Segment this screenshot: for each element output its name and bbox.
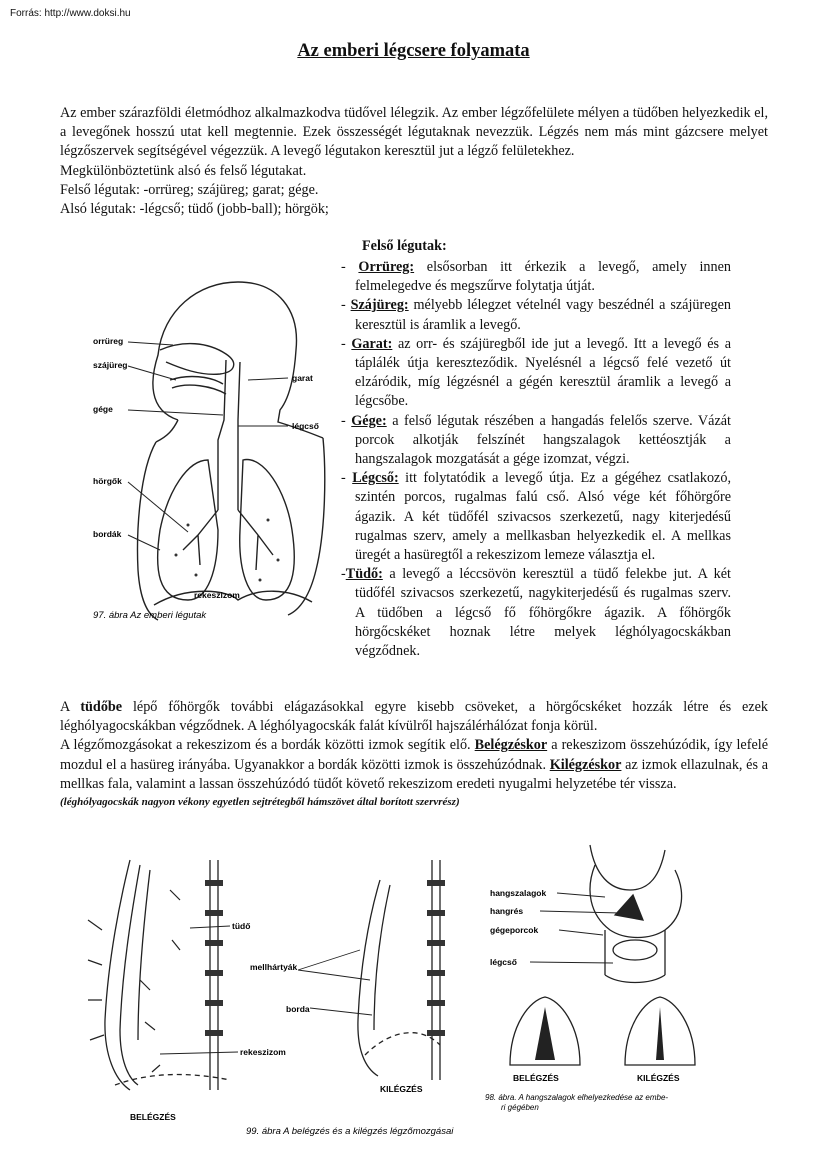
label-kilegzes-98: KILÉGZÉS: [637, 1073, 680, 1083]
label-hangres: hangrés: [490, 906, 524, 916]
organ-text: mélyebb lélegzet vételnél vagy beszédnél a szájüregen keresztül is áramlik a levegő.: [355, 297, 731, 333]
breathing-paragraph: [60, 736, 768, 794]
intro-paragraph: Az ember szárazföldi életmódhoz alkalmazkodva tüdővel lélegzik. Az ember légzőfelülete mélyen a tüdőben helyezkedik el, a levegőnek hosszú utat kell megtennie. Ezek összességét légutaknak nevezzük. Légzés nem más mint gázcsere melyet légzőszervek segítségével végezzük. A levegő légutakon keresztül jut a légző felületekhez.: [60, 105, 768, 160]
intro-text: [60, 104, 768, 219]
organ-term: Szájüreg:: [350, 297, 409, 314]
label-belegzes-99: BELÉGZÉS: [130, 1112, 176, 1122]
figure-98-caption-cont: ri gégében: [501, 1103, 539, 1112]
label-legcso: légcső: [292, 421, 319, 431]
label-rekeszizom-99: rekeszizom: [240, 1047, 286, 1057]
organ-term: Orrüreg:: [358, 259, 415, 275]
label-legcso-98: légcső: [490, 957, 517, 967]
label-kilegzes-99: KILÉGZÉS: [380, 1084, 423, 1094]
text-run: az izmok ellazulnak, és a mellkas fala, valamint a lassan összehúzódó tüdőt követő rekeszizom eredeti nyugalmi helyzetébe tér vissza.: [60, 756, 769, 792]
intro-line: Alsó légutak: -légcső; tüdő (jobb-ball); hörgök;: [60, 201, 329, 218]
breathing-movement-figure: [60, 840, 480, 1140]
organ-item: -Tüdő: a levegő a léccsövön keresztül a tüdő felekbe jut. A két tüdőfél szivacsos szerkezetű, nagykiterjedésű és rugalmas szerv. A tüdőben a légcső fő főhörgőkre ágazik. A főhörgők hörgőcskéket hoznak létre melyek léghólyagocskákban végződnek.: [341, 566, 731, 660]
organ-text: az orr- és szájüregből ide jut a levegő. Itt a levegő és a táplálék útja kereszteződik. Nyelésnél a légcső felé vezető út elzáródik, míg légzésnél a gégén keresztül áramlik a levegő a légcsőbe.: [355, 335, 731, 410]
organ-text: a levegő a léccsövön keresztül a tüdő felekbe jut. A két tüdőfél szivacsos szerkezetű, nagykiterjedésű és rugalmas szerv. A tüdőben a légcső fő főhörgőkre ágazik. A főhörgők hörgőcskéket hoznak létre melyek léghólyagocskákban végződnek.: [355, 566, 731, 660]
organ-item: - Garat: az orr- és szájüregből ide jut a levegő. Itt a levegő és a táplálék útja kereszteződik. Nyelésnél a légcső felé vezető út elzáródik, míg légzésnél a gégén keresztül áramlik a levegő a légcsőbe.: [341, 335, 731, 410]
vocal-cords-figure: [485, 835, 735, 1135]
figure-99-caption: 99. ábra A belégzés és a kilégzés légzőmozgásai: [246, 1126, 454, 1137]
figure-98-caption: 98. ábra. A hangszalagok elhelyezkedése az embe-: [485, 1093, 669, 1102]
label-belegzes-98: BELÉGZÉS: [513, 1073, 559, 1083]
glottis-open-icon: [535, 1007, 555, 1060]
label-garat: garat: [292, 373, 313, 383]
label-bordak: bordák: [93, 529, 122, 539]
text-run: A légzőmozgásokat a rekeszizom és a bordák közötti izmok segítik elő.: [60, 737, 475, 754]
label-mellhartyak: mellhártyák: [250, 962, 298, 972]
label-tudo: tüdő: [232, 921, 251, 931]
figure-97-caption: 97. ábra Az emberi légutak: [93, 610, 207, 621]
label-szajureg: szájüreg: [93, 360, 128, 370]
label-rekeszizom: rekeszizom: [194, 590, 240, 600]
organ-item: - Légcső: itt folytatódik a levegő útja. Ez a gégéhez csatlakozó, szintén porcos, rugalmas falú cső. Alsó vége két főhörgőre ágazik. A két tüdőfél szivacsos szerkezetű, nagy kiterjedésű rugalmas szerv, amely a mellkasban helyezkedik el. A mellkas üregét a hasüregtől a rekeszizom lemeze választja el.: [341, 470, 731, 564]
text-run: lépő főhörgők további elágazásokkal egyre kisebb csöveket, a hörgőcskéket hozzák létre és ezek léghólyagocskákban végződnek. A léghólyagocskák falát kívülről hajszálérhálózat fonja körül.: [60, 699, 768, 735]
organ-term: Légcső:: [352, 470, 399, 487]
organ-term: Garat:: [351, 335, 393, 352]
intro-line: Felső légutak: -orrüreg; szájüreg; garat; gége.: [60, 181, 319, 198]
bold-term: tüdőbe: [80, 699, 123, 715]
breathing-text: [60, 698, 768, 810]
glottis-closed-icon: [656, 1007, 664, 1060]
label-hangszalagok: hangszalagok: [490, 888, 547, 898]
airway-figure: [88, 270, 328, 630]
organ-term: Gége:: [351, 412, 387, 429]
organ-item: - Gége: a felső légutak részében a hangadás felelős szerve. Vázát porcok alkotják felszínét hangszalagok kettéosztják a hangszalagok mozgatását a gége izomzat, végzi.: [341, 412, 731, 468]
label-gegeporcok: gégeporcok: [490, 925, 539, 935]
upper-airways-heading: Felső légutak:: [362, 238, 447, 254]
organ-item: - Szájüreg: mélyebb lélegzet vételnél vagy beszédnél a szájüregen keresztül is áramlik a levegő.: [341, 297, 731, 333]
page-title: Az emberi légcsere folyamata: [297, 41, 530, 61]
organ-text: itt folytatódik a levegő útja. Ez a gégéhez csatlakozó, szintén porcos, rugalmas falú cső. Alsó vége két főhörgőre ágazik. A két tüdőfél szivacsos szerkezetű, nagy kiterjedésű rugalmas szerv, amely a mellkasban helyezkedik el. A mellkas üregét a hasüregtől a rekeszizom lemeze választja el.: [355, 470, 731, 564]
organ-item: - Orrüreg: elsősorban itt érkezik a levegő, amely innen felmelegedve és megszűrve folytatja útját.: [341, 259, 731, 295]
lung-paragraph: [60, 698, 768, 736]
exhale-term: Kilégzéskor: [549, 756, 622, 773]
text-run: A: [60, 699, 81, 715]
label-horgok: hörgők: [93, 476, 122, 486]
intro-line: Megkülönböztetünk alsó és felső légutakat.: [60, 162, 307, 179]
organ-term: Tüdő:: [345, 566, 383, 583]
label-gege: gége: [93, 404, 113, 414]
footnote: (léghólyagocskák nagyon vékony egyetlen sejtrétegből hámszövet által borított szervrész): [60, 796, 460, 809]
source-url: Forrás: http://www.doksi.hu: [10, 8, 131, 19]
label-orrureg: orrüreg: [93, 336, 124, 346]
organ-list: [341, 258, 731, 661]
organ-text: elsősorban itt érkezik a levegő, amely innen felmelegedve és megszűrve folytatja útját.: [355, 259, 731, 295]
text-run: a rekeszizom összehúzódik, így lefelé mozdul el a hasüreg irányába. Ugyanakkor a bordák közötti izmok is összehúzódnak.: [60, 737, 768, 773]
label-borda: borda: [286, 1004, 310, 1014]
inhale-term: Belégzéskor: [474, 737, 548, 754]
organ-text: a felső légutak részében a hangadás felelős szerve. Vázát porcok alkotják felszínét hangszalagok kettéosztják a hangszalagok mozgatását a gége izomzat, végzi.: [355, 412, 731, 468]
